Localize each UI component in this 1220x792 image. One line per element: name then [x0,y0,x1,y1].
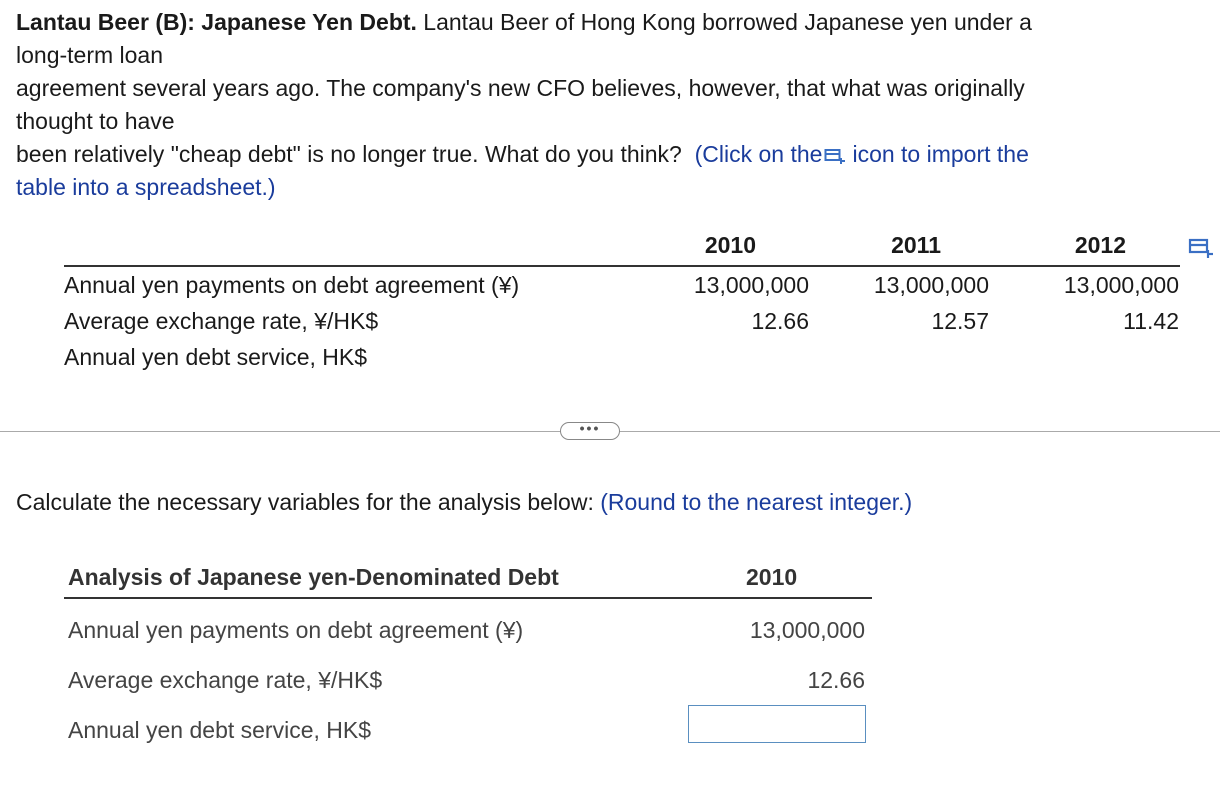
debt-service-answer-input[interactable] [688,705,866,743]
row-label-yen-payments: Annual yen payments on debt agreement (¥) [64,272,520,298]
cell-exchange-rate-2012: 11.42 [1123,308,1179,334]
analysis-value-exchange-rate: 12.66 [807,667,865,693]
cell-exchange-rate-2010: 12.66 [751,308,809,334]
question-line-4: thought to have [16,108,175,134]
table-header-rule [64,265,1180,267]
question-line-2: long-term loan [16,42,164,68]
analysis-label-debt-service: Annual yen debt service, HK$ [68,717,372,743]
column-header-2010: 2010 [704,232,756,258]
table-import-icon[interactable] [1188,237,1214,264]
question-title: Lantau Beer (B): Japanese Yen Debt. [16,9,417,35]
question-line-1: Lantau Beer (B): Japanese Yen Debt. Lantau Beer of Hong Kong borrowed Japanese yen under a [16,9,1032,35]
analysis-label-exchange-rate: Average exchange rate, ¥/HK$ [68,667,383,693]
row-label-debt-service: Annual yen debt service, HK$ [64,344,368,370]
question-text [16,6,1196,204]
rounding-hint: (Round to the nearest integer.) [600,489,913,515]
cell-exchange-rate-2011: 12.57 [931,308,989,334]
analysis-value-yen-payments: 13,000,000 [749,617,865,643]
column-header-2012: 2012 [1074,232,1126,258]
analysis-header-rule [64,597,872,599]
import-hint-text: (Click on the [694,141,823,167]
spreadsheet-import-icon[interactable] [824,147,846,165]
column-header-2011: 2011 [891,232,941,258]
question-line-6: table into a spreadsheet.) [16,174,276,200]
instruction-text: Calculate the necessary variables for the analysis below: (Round to the nearest integer.) [16,489,913,515]
analysis-title: Analysis of Japanese yen-Denominated Debt [68,564,559,590]
analysis-year-header: 2010 [746,564,798,590]
question-line-3: agreement several years ago. The company's new CFO believes, however, that what was originally [16,75,1025,101]
row-label-exchange-rate: Average exchange rate, ¥/HK$ [64,308,379,334]
cell-yen-payments-2010: 13,000,000 [693,272,809,298]
cell-yen-payments-2012: 13,000,000 [1063,272,1179,298]
cell-yen-payments-2011: 13,000,000 [873,272,989,298]
question-line-5: been relatively "cheap debt" is no longer true. What do you think? (Click on the icon to import the [16,141,1029,167]
analysis-label-yen-payments: Annual yen payments on debt agreement (¥) [68,617,524,643]
expand-more-button[interactable]: ••• [560,422,620,440]
